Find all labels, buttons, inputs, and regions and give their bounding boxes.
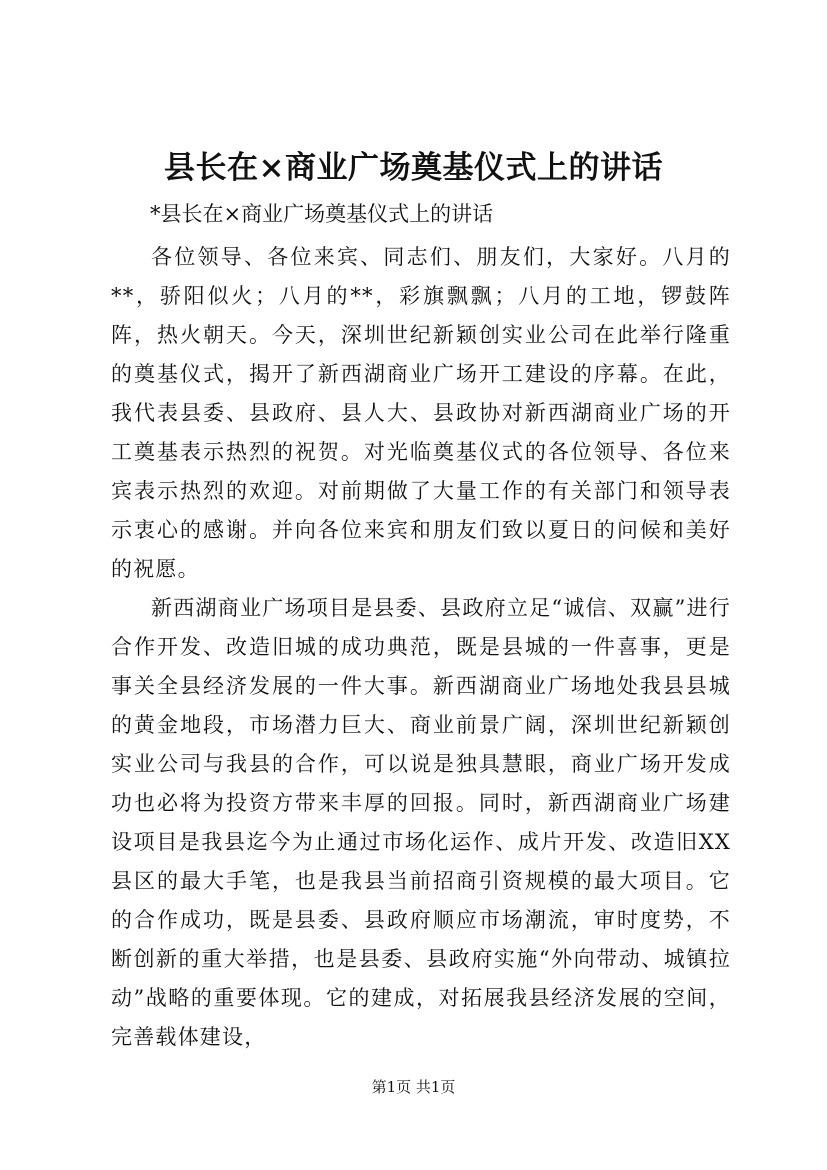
document-title: 县长在×商业广场奠基仪式上的讲话 [164, 150, 663, 186]
paragraph-1: 各位领导、各位来宾、同志们、朋友们，大家好。八月的**，骄阳似火；八月的**，彩旗飘飘；八月的工地，锣鼓阵阵，热火朝天。今天，深圳世纪新颖创实业公司在此举行隆重的奠基仪式，揭开了新西湖商业广场开工建设的序幕。在此，我代表县委、县政府、县人大、县政协对新西湖商业广场的开工奠基表示热烈的祝贺。对光临奠基仪式的各位领导、各位来宾表示热烈的欢迎。对前期做了大量工作的有关部门和领导表示衷心的感谢。并向各位来宾和朋友们致以夏日的问候和美好的祝愿。 [111, 245, 731, 581]
paragraph-2: 新西湖商业广场项目是县委、县政府立足“诚信、双赢”进行合作开发、改造旧城的成功典范，既是县城的一件喜事，更是事关全县经济发展的一件大事。新西湖商业广场地处我县县城的黄金地段，市场潜力巨大、商业前景广阔，深圳世纪新颖创实业公司与我县的合作，可以说是独具慧眼，商业广场开发成功也必将为投资方带来丰厚的回报。同时，新西湖商业广场建设项目是我县迄今为止通过市场化运作、成片开发、改造旧XX县区的最大手笔，也是我县当前招商引资规模的最大项目。它的合作成功，既是县委、县政府顺应市场潮流，审时度势，不断创新的重大举措，也是县委、县政府实施“外向带动、城镇拉动”战略的重要体现。它的建成，对拓展我县经济发展的空间，完善载体建设， [111, 596, 731, 1049]
document-subtitle: *县长在×商业广场奠基仪式上的讲话 [150, 202, 494, 226]
page-number-footer: 第1页 共1页 [371, 1078, 456, 1096]
document-body [111, 238, 731, 1057]
